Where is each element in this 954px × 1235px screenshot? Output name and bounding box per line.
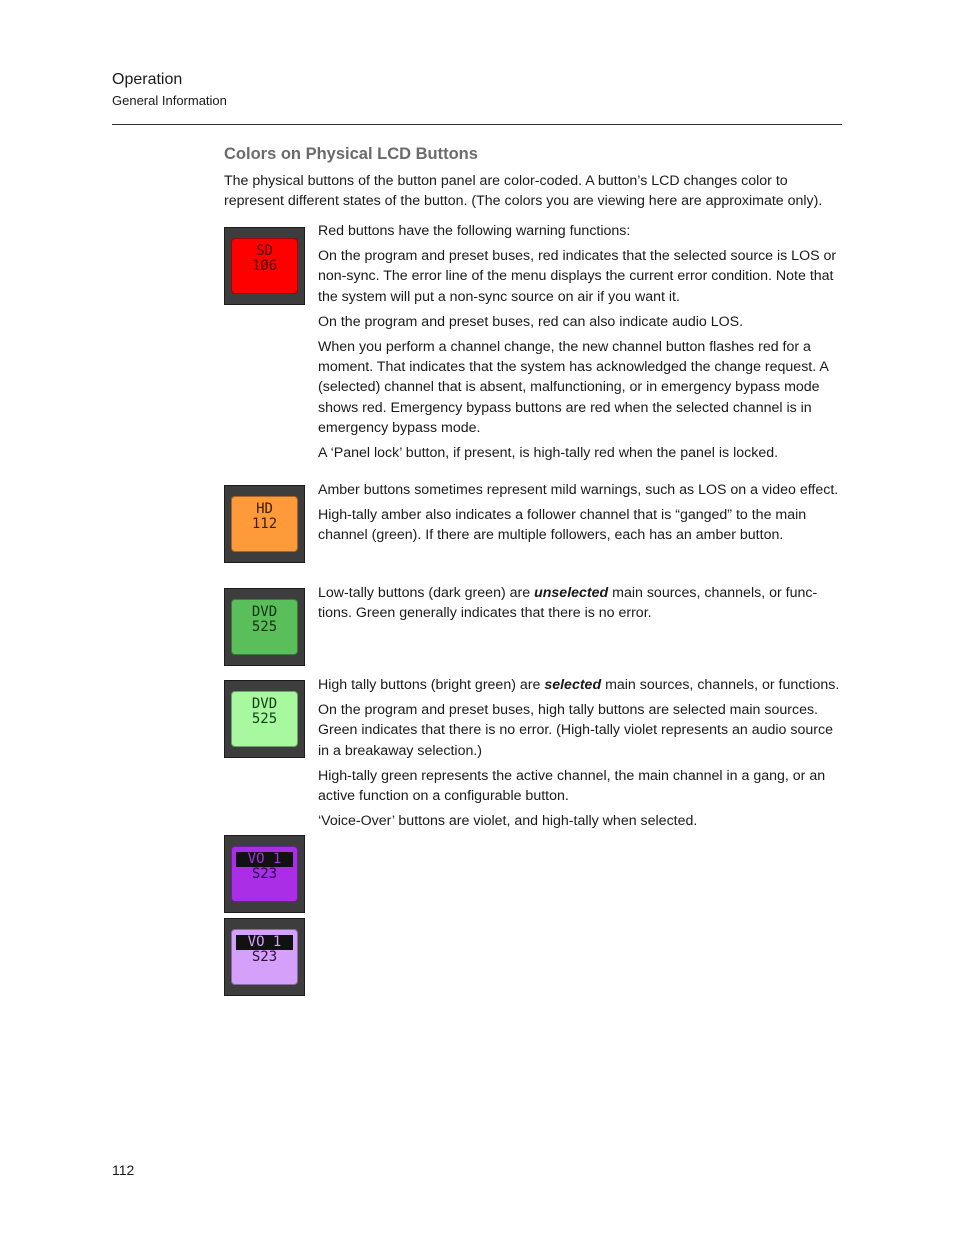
lcd-face <box>231 929 298 985</box>
text-run: High tally buttons (bright green) are <box>318 677 545 693</box>
lcd-button-violet <box>224 835 305 913</box>
red-description <box>318 221 842 468</box>
lcd-line-1: DVD <box>251 604 278 620</box>
lcd-face <box>231 846 298 902</box>
page-number: 112 <box>112 1162 135 1178</box>
dark-green-description <box>318 583 842 628</box>
lcd-face <box>231 599 298 655</box>
paragraph: Red buttons have the following warning functions: <box>318 223 631 239</box>
paragraph: High-tally amber also indicates a follower channel that is “ganged” to the main channel (green). If there are multiple followers, each has an amber button. <box>318 507 807 544</box>
text-run: main sources, channels, or functions. <box>601 677 840 693</box>
lcd-line-1: VO 1 <box>236 935 293 950</box>
lcd-line-2: S23 <box>251 866 278 882</box>
lcd-line-1: DVD <box>251 696 278 712</box>
lcd-button-light-violet <box>224 918 305 996</box>
emphasis: selected <box>544 677 602 693</box>
paragraph: When you perform a channel change, the new channel button flashes red for a moment. That indicates that the system has acknowledged the change request. A (selected) channel that is absent, malfunctioning, or in emergency bypass mode shows red. Emergency bypass buttons are red when the selected channel is in emergency bypass mode. <box>318 339 829 436</box>
lcd-face <box>231 691 298 747</box>
lcd-button-dark-green <box>224 588 305 666</box>
paragraph: On the program and preset buses, red indicates that the selected source is LOS or non-sync. The error line of the menu displays the current error condition. Note that the system will put a non-sync source on air if you want it. <box>318 248 837 305</box>
lcd-line-1: SD <box>256 243 273 259</box>
paragraph <box>318 675 842 695</box>
lcd-button-red <box>224 227 305 305</box>
amber-description <box>318 480 842 551</box>
paragraph: ‘Voice-Over’ buttons are violet, and high-tally when selected. <box>318 813 698 830</box>
section-title: Colors on Physical LCD Buttons <box>224 145 478 163</box>
lcd-line-2: 1Ø6 <box>251 258 278 274</box>
lcd-line-2: S23 <box>251 949 278 965</box>
lcd-line-2: 525 <box>251 711 278 727</box>
section-intro: The physical buttons of the button panel are color-coded. A button’s LCD changes color to represent different states of the button. (The colors you are viewing here are approximate only). <box>224 173 823 209</box>
lcd-face <box>231 238 298 294</box>
lcd-button-amber <box>224 485 305 563</box>
lcd-face <box>231 496 298 552</box>
lcd-line-1: VO 1 <box>236 852 293 867</box>
text-run: Low-tally buttons (dark green) are <box>318 585 535 601</box>
lcd-line-2: 112 <box>251 516 278 532</box>
text-run: main sources, channels, or func-tions. Green generally indicates that there is no error. <box>318 585 818 622</box>
paragraph: High-tally green represents the active channel, the main channel in a gang, or an active function on a configurable button. <box>318 767 826 805</box>
emphasis: unselected <box>534 585 609 601</box>
header-rule <box>112 124 842 125</box>
paragraph: A ‘Panel lock’ button, if present, is high-tally red when the panel is locked. <box>318 445 779 462</box>
lcd-button-bright-green <box>224 680 305 758</box>
lcd-line-2: 525 <box>251 619 278 635</box>
running-header-subtitle: General Information <box>112 93 227 108</box>
paragraph: On the program and preset buses, red can also indicate audio LOS. <box>318 313 744 330</box>
lcd-line-1: HD <box>256 501 273 517</box>
paragraph: Amber buttons sometimes represent mild warnings, such as LOS on a video effect. <box>318 482 839 498</box>
bright-green-description <box>318 675 842 836</box>
running-header-title: Operation <box>112 71 183 88</box>
paragraph: On the program and preset buses, high tally buttons are selected main sources. Green indicates that there is no error. (High-tally violet represents an audio source in a breakaway selection.) <box>318 702 833 759</box>
paragraph <box>318 583 842 623</box>
